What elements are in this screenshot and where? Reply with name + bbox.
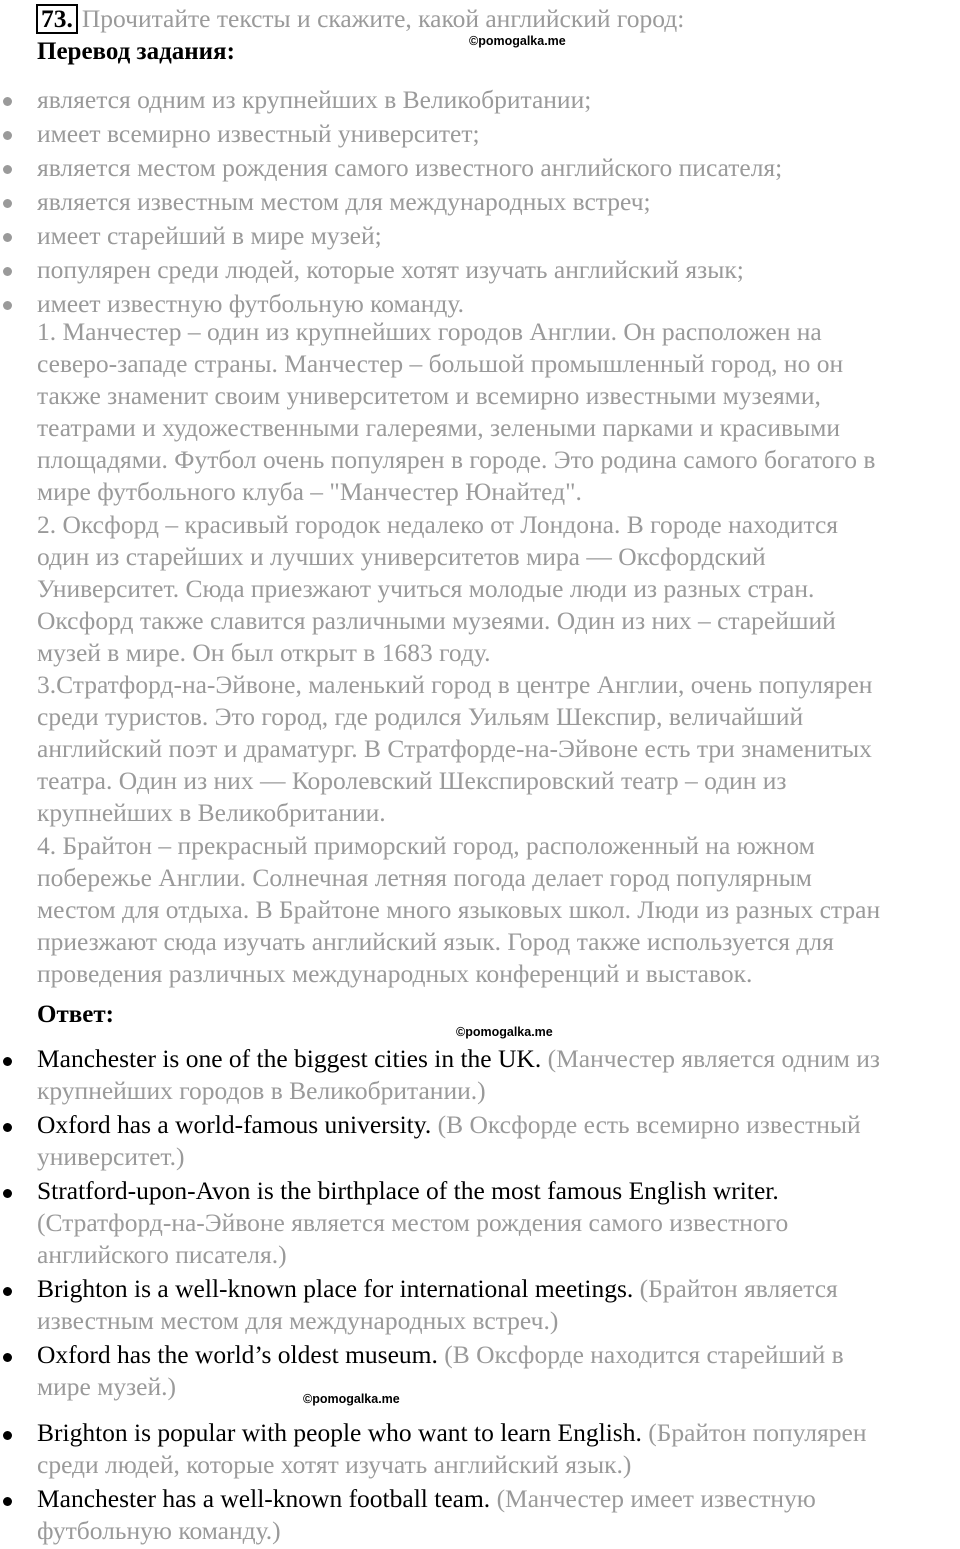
text-line: крупнейших в Великобритании.: [37, 798, 386, 828]
task-item-text: является известным местом для международных встреч;: [37, 187, 651, 216]
bullet-icon: [3, 267, 12, 276]
text-line: мире футбольного клуба – "Манчестер Юнайтед".: [37, 477, 582, 507]
task-list: [0, 83, 782, 321]
translation-heading: Перевод задания:: [37, 38, 235, 65]
answer-russian: футбольную команду.): [37, 1516, 281, 1545]
task-item: [0, 151, 782, 185]
task-instruction: Прочитайте тексты и скажите, какой английский город:: [81, 4, 685, 33]
task-item: [0, 253, 782, 287]
task-item: [0, 219, 782, 253]
answer-russian: (В Оксфорде находится старейший в: [437, 1340, 844, 1369]
answer-english: Oxford has a world-famous university.: [37, 1110, 432, 1139]
answer-english: Oxford has the world’s oldest museum.: [37, 1340, 438, 1369]
answer-english: Manchester has a well-known football team.: [37, 1484, 491, 1513]
bullet-icon: [3, 1189, 12, 1198]
text-brighton: [37, 830, 960, 990]
answer-russian: университет.): [37, 1142, 185, 1171]
bullet-icon: [3, 199, 12, 208]
answer-item: [0, 1175, 960, 1271]
answer-russian: известным местом для международных встреч.): [37, 1306, 559, 1335]
answer-item: [0, 1043, 960, 1107]
text-manchester: [37, 316, 960, 509]
answer-english: Brighton is a well-known place for international meetings.: [37, 1274, 634, 1303]
bullet-icon: [3, 301, 12, 310]
text-line: музей в мире. Он был открыт в 1683 году.: [37, 637, 491, 667]
text-line: 4. Брайтон – прекрасный приморский город, расположенный на южном: [37, 830, 815, 860]
answer-russian: (Стратфорд-на-Эйвоне является местом рождения самого известного: [37, 1208, 789, 1237]
text-line: 3.Стратфорд-на-Эйвоне, маленький город в центре Англии, очень популярен: [37, 670, 873, 700]
reading-texts: [37, 316, 960, 990]
text-line: один из старейших и лучших университетов мира — Оксфордский: [37, 541, 766, 571]
text-line: Университет. Сюда приезжают учиться молодые люди из разных стран.: [37, 573, 815, 603]
answer-heading: Ответ:: [37, 1001, 114, 1028]
answer-russian: мире музей.): [37, 1372, 177, 1401]
task-item-text: является местом рождения самого известного английского писателя;: [37, 153, 783, 182]
text-line: театрами и художественными галереями, зелеными парками и красивыми: [37, 413, 840, 443]
answer-english: Manchester is one of the biggest cities in the UK.: [37, 1044, 542, 1073]
watermark: ©pomogalka.me: [469, 34, 566, 48]
text-line: площадями. Футбол очень популярен в городе. Это родина самого богатого в: [37, 445, 876, 475]
answer-item: [0, 1483, 960, 1547]
text-oxford: [37, 509, 960, 669]
task-number: 73.: [36, 4, 78, 34]
text-line: Оксфорд также славится различными музеями. Один из них – старейший: [37, 605, 836, 635]
text-line: среди туристов. Это город, где родился Уильям Шекспир, величайший: [37, 702, 804, 732]
task-item-text: имеет всемирно известный университет;: [37, 119, 480, 148]
answer-russian: (Брайтон популярен: [641, 1418, 867, 1447]
text-line: 2. Оксфорд – красивый городок недалеко от Лондона. В городе находится: [37, 509, 839, 539]
answer-item: [0, 1339, 960, 1403]
bullet-icon: [3, 131, 12, 140]
task-item-text: популярен среди людей, которые хотят изучать английский язык;: [37, 255, 744, 284]
text-stratford: [37, 669, 960, 829]
text-line: побережье Англии. Солнечная летняя погода делает город популярным: [37, 862, 812, 892]
text-line: театра. Один из них — Королевский Шекспировский театр – один из: [37, 766, 787, 796]
bullet-icon: [3, 1353, 12, 1362]
bullet-icon: [3, 1431, 12, 1440]
answer-item: [0, 1109, 960, 1173]
bullet-icon: [3, 165, 12, 174]
task-item: [0, 83, 782, 117]
bullet-icon: [3, 1057, 12, 1066]
answer-russian: (Манчестер имеет известную: [490, 1484, 816, 1513]
answer-russian: крупнейших городов в Великобритании.): [37, 1076, 486, 1105]
answer-russian: английского писателя.): [37, 1240, 287, 1269]
answer-item: [0, 1417, 960, 1481]
answer-russian: (В Оксфорде есть всемирно известный: [431, 1110, 861, 1139]
text-line: проведения различных международных конференций и выставок.: [37, 958, 753, 988]
task-header: [36, 4, 684, 34]
bullet-icon: [3, 1497, 12, 1506]
text-line: северо-западе страны. Манчестер – большой промышленный город, но он: [37, 349, 844, 379]
bullet-icon: [3, 233, 12, 242]
text-line: приезжают сюда изучать английский язык. Город также используется для: [37, 926, 834, 956]
text-line: 1. Манчестер – один из крупнейших городов Англии. Он расположен на: [37, 317, 822, 346]
text-line: также знаменит своим университетом и всемирно известными музеями,: [37, 381, 821, 411]
task-item-text: имеет старейший в мире музей;: [37, 221, 382, 250]
bullet-icon: [3, 1123, 12, 1132]
task-item-text: является одним из крупнейших в Великобритании;: [37, 85, 592, 114]
task-item: [0, 185, 782, 219]
answer-russian: среди людей, которые хотят изучать английский язык.): [37, 1450, 632, 1479]
text-line: местом для отдыха. В Брайтоне много языковых школ. Люди из разных стран: [37, 894, 881, 924]
answer-russian: (Брайтон является: [633, 1274, 838, 1303]
answer-english: Brighton is popular with people who want to learn English.: [37, 1418, 642, 1447]
answer-item: [0, 1273, 960, 1337]
task-item-text: имеет известную футбольную команду.: [37, 289, 464, 318]
bullet-icon: [3, 97, 12, 106]
watermark: ©pomogalka.me: [456, 1025, 553, 1039]
answer-english: Stratford-upon-Avon is the birthplace of the most famous English writer.: [37, 1176, 779, 1205]
task-item: [0, 117, 782, 151]
text-line: английский поэт и драматург. В Стратфорде-на-Эйвоне есть три знаменитых: [37, 734, 872, 764]
bullet-icon: [3, 1287, 12, 1296]
answer-russian: (Манчестер является одним из: [541, 1044, 881, 1073]
watermark: ©pomogalka.me: [303, 1392, 400, 1406]
